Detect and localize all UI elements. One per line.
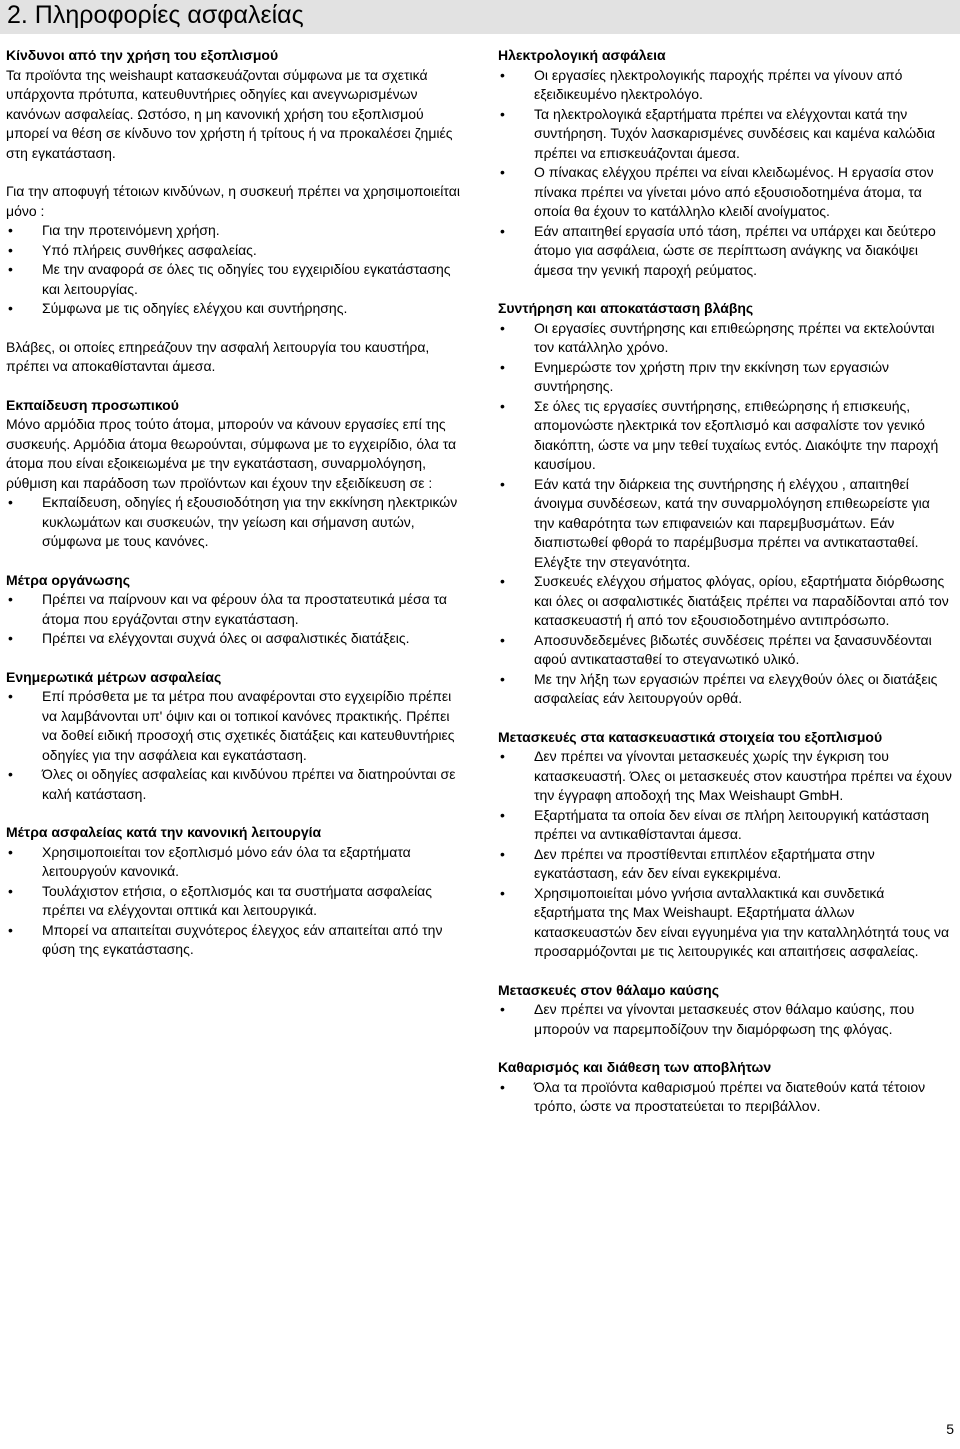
bullet-list [498,319,954,709]
list-item: • Ενημερώστε τον χρήστη πριν την εκκίνηση των εργασιών συντήρησης. [498,358,954,397]
list-item: • Δεν πρέπει να γίνονται μετασκευές χωρίς την έγκριση του κατασκευαστή. Όλες οι μετασκευές στον καυστήρα πρέπει να έχουν την έγγραφη αποδοχή της Max Weishaupt GmbH. [498,747,954,806]
list-item: • Τουλάχιστον ετήσια, ο εξοπλισμός και τα συστήματα ασφαλείας πρέπει να ελέγχονται οπτικά και λειτουργικά. [6,882,462,921]
section-maintenance-repair [498,299,954,709]
section-safety-information [6,668,462,805]
section-title: Μέτρα οργάνωσης [6,571,131,588]
list-item: • Πρέπει να ελέγχονται συχνά όλες οι ασφαλιστικές διατάξεις. [6,629,462,649]
list-item: • Οι εργασίες συντήρησης και επιθεώρησης πρέπει να εκτελούνται τον κατάλληλο χρόνο. [498,319,954,358]
section-title: Μετασκευές στα κατασκευαστικά στοιχεία του εξοπλισμού [498,728,883,745]
section-title: Μετασκευές στον θάλαμο καύσης [498,981,720,998]
section-equipment-modifications [498,728,954,962]
list-item: • Εάν κατά την διάρκεια της συντήρησης ή ελέγχου , απαιτηθεί άνοιγμα συνδέσεων, κατά την συναρμολόγηση επιθεωρείστε για την καθαρότητα των επιφανειών και παρεμβυσμάτων. Εάν διαπιστωθεί φθορά το παρέμβυσμα πρέπει να αντικατασταθεί. Ελέγξτε την στεγανότητα. [498,475,954,573]
paragraph: Βλάβες, οι οποίες επηρεάζουν την ασφαλή λειτουργία του καυστήρα, πρέπει να αποκαθίστανται άμεσα. [6,338,430,374]
list-item: • Πρέπει να παίρνουν και να φέρουν όλα τα προστατευτικά μέσα τα άτομα που εργάζονται στην εγκατάσταση. [6,590,462,629]
list-item: • Με την λήξη των εργασιών πρέπει να ελεγχθούν όλες οι διατάξεις ασφαλείας εάν λειτουργούν ορθά. [498,670,954,709]
page-title: 2. Πληροφορίες ασφαλείας [7,1,304,29]
list-item: • Συσκευές ελέγχου σήματος φλόγας, ορίου, εξαρτήματα διόρθωσης και όλες οι ασφαλιστικές διατάξεις πρέπει να παραδίδονται από τον κατασκευαστή ή από τον εξουσιοδοτημένο αντιπρόσωπο. [498,572,954,631]
right-column [498,46,954,1136]
paragraph: Για την αποφυγή τέτοιων κινδύνων, η συσκευή πρέπει να χρησιμοποιείται μόνο : [6,183,460,219]
section-organizational-measures [6,571,462,649]
bullet-list [498,1078,954,1117]
list-item: • Αποσυνδεδεμένες βιδωτές συνδέσεις πρέπει να ξανασυνδέονται αφού αντικατασταθεί το στεγανωτικό υλικό. [498,631,954,670]
list-item: • Σύμφωνα με τις οδηγίες ελέγχου και συντήρησης. [6,299,462,319]
section-normal-operation-safety [6,823,462,960]
section-title: Καθαρισμός και διάθεση των αποβλήτων [498,1059,772,1075]
section-title: Ηλεκτρολογική ασφάλεια [498,47,666,63]
list-item: • Εξαρτήματα τα οποία δεν είναι σε πλήρη λειτουργική κατάσταση πρέπει να αντικαθίστανται άμεσα. [498,806,954,845]
list-item: • Υπό πλήρεις συνθήκες ασφαλείας. [6,241,462,261]
section-electrical-safety [498,46,954,280]
list-item: • Χρησιμοποιείται τον εξοπλισμό μόνο εάν όλα τα εξαρτήματα λειτουργούν κανονικά. [6,843,462,882]
list-item: • Μπορεί να απαιτείται συχνότερος έλεγχος εάν απαιτείται από την φύση της εγκατάστασης. [6,921,462,960]
section-title: Μέτρα ασφαλείας κατά την κανονική λειτουργία [6,824,322,840]
list-item: • Ο πίνακας ελέγχου πρέπει να είναι κλειδωμένος. Η εργασία στον πίνακα πρέπει να γίνεται μόνο από εξουσιοδοτημένα άτομα, τα οποία θα έχουν το κατάλληλο κλειδί ανοίγματος. [498,163,954,222]
section-combustion-chamber-modifications [498,981,954,1040]
section-cleaning-waste-disposal [498,1058,954,1117]
list-item: • Σε όλες τις εργασίες συντήρησης, επιθεώρησης ή επισκευής, απομονώστε ηλεκτρικά τον εξοπλισμό και ασφαλίστε τον γενικό διακόπτη, ώστε να μην τεθεί τυχαίως εντός. Διακόψτε την παροχή καυσίμου. [498,397,954,475]
bullet-list [6,493,462,552]
section-staff-training [6,396,462,552]
section-equipment-risks [6,46,462,377]
bullet-list [498,747,954,962]
bullet-list [6,687,462,804]
page-header [0,0,960,34]
bullet-list [6,843,462,960]
list-item: • Δεν πρέπει να γίνονται μετασκευές στον θάλαμο καύσης, που μπορούν να παρεμποδίζουν την διαμόρφωση της φλόγας. [498,1000,954,1039]
section-title: Κίνδυνοι από την χρήση του εξοπλισμού [6,47,279,63]
left-column [6,46,462,979]
section-title: Εκπαίδευση προσωπικού [6,396,179,413]
list-item: • Όλες οι οδηγίες ασφαλείας και κινδύνου πρέπει να διατηρούνται σε καλή κατάσταση. [6,765,462,804]
list-item: • Τα ηλεκτρολογικά εξαρτήματα πρέπει να ελέγχονται κατά την συντήρηση. Τυχόν λασκαρισμένες συνδέσεις και καμένα καλώδια πρέπει να επισκευάζονται άμεσα. [498,105,954,164]
bullet-list [6,590,462,649]
bullet-list [498,1000,954,1039]
list-item: • Εάν απαιτηθεί εργασία υπό τάση, πρέπει να υπάρχει και δεύτερο άτομο για ασφάλεια, ώστε σε περίπτωση ανάγκης να διακόψει άμεσα την γενική παροχή ρεύματος. [498,222,954,281]
list-item: • Με την αναφορά σε όλες τις οδηγίες του εγχειριδίου εγκατάστασης και λειτουργίας. [6,260,462,299]
bullet-list [6,221,462,319]
list-item: • Επί πρόσθετα με τα μέτρα που αναφέρονται στο εγχειρίδιο πρέπει να λαμβάνονται υπ' όψιν και οι τοπικοί κανόνες πρακτικής. Πρέπει να δοθεί ειδική προσοχή στις σχετικές διατάξεις και κατευθυντήριες οδηγίες για την ασφάλεια και εγκατάσταση. [6,687,462,765]
page-number: 5 [946,1421,954,1437]
list-item: • Για την προτεινόμενη χρήση. [6,221,462,241]
list-item: • Οι εργασίες ηλεκτρολογικής παροχής πρέπει να γίνουν από εξειδικευμένο ηλεκτρολόγο. [498,66,954,105]
paragraph: Μόνο αρμόδια προς τούτο άτομα, μπορούν να κάνουν εργασίες επί της συσκευής. Αρμόδια άτομα θεωρούνται, σύμφωνα με το εγχειρίδιο, όλα τα άτομα που είναι εξοικειωμένα με την εγκατάσταση, συναρμολόγηση, ρύθμιση και παράδοση των προϊόντων και έχουν την εξειδίκευση σε : [6,416,457,491]
list-item: • Δεν πρέπει να προστίθενται επιπλέον εξαρτήματα στην εγκατάσταση, εάν δεν είναι εγκεκριμένα. [498,845,954,884]
list-item: • Χρησιμοποιείται μόνο γνήσια ανταλλακτικά και συνδετικά εξαρτήματα της Max Weishaupt. Εξαρτήματα άλλων κατασκευαστών δεν είναι εγγυημένα για την καταλληλότητά τους να προσαρμόζονται με τις λειτουργικές και απαιτήσεις ασφαλείας. [498,884,954,962]
list-item: • Όλα τα προϊόντα καθαρισμού πρέπει να διατεθούν κατά τέτοιον τρόπο, ώστε να προστατεύεται το περιβάλλον. [498,1078,954,1117]
list-item: • Εκπαίδευση, οδηγίες ή εξουσιοδότηση για την εκκίνηση ηλεκτρικών κυκλωμάτων και συσκευών, την γείωση και σήμανση αυτών, σύμφωνα με τους κανόνες. [6,493,462,552]
paragraph: Τα προϊόντα της weishaupt κατασκευάζονται σύμφωνα με τα σχετικά υπάρχοντα πρότυπα, κατευθυντήριες οδηγίες και ανεγνωρισμένων κανόνων ασφαλείας. Ωστόσο, η μη κανονική χρήση του εξοπλισμού μπορεί να θέση σε κίνδυνο τον χρήστη ή τρίτους ή να προκαλέσει ζημιές στη εγκατάσταση. [6,66,453,161]
section-title: Ενημερωτικά μέτρων ασφαλείας [6,668,222,685]
bullet-list [498,66,954,281]
section-title: Συντήρηση και αποκατάσταση βλάβης [498,300,754,316]
